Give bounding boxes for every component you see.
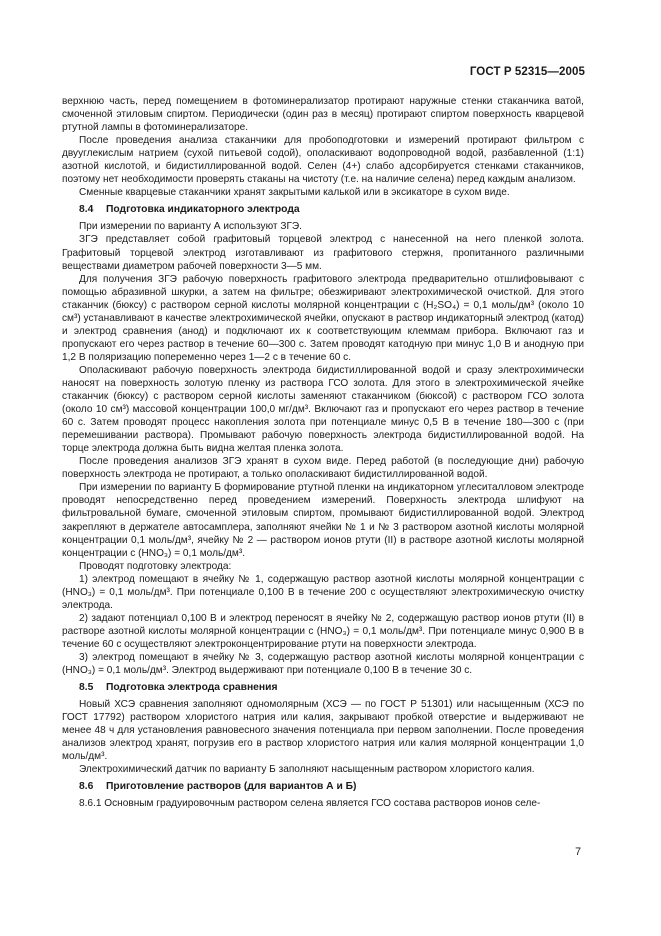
section-heading xyxy=(62,203,584,216)
section-heading xyxy=(62,780,584,793)
page-number: 7 xyxy=(575,846,581,858)
section-number: 8.4 xyxy=(79,204,94,216)
paragraph: ЗГЭ представляет собой графитовый торцевой электрод с нанесенной на него пленкой золота. Графитовый торцевой электрод изготавливают из графитового стержня, пропитанного различными веществами диаметром рабочей поверхности 3—5 мм. xyxy=(62,234,584,272)
paragraph: Новый ХСЭ сравнения заполняют одномолярным (ХСЭ — по ГОСТ Р 51301) или насыщенным (ХСЭ по ГОСТ 17792) раствором хлористого натрия или калия, закрывают пробкой отверстие и выдерживают не менее 48 ч для установления равновесного значения потенциала при первом заполнении. После проведения анализов электрод хранят, погрузив его в раствор хлористого натрия или калия молярной концентрации 1,0 моль/дм³. xyxy=(62,699,584,763)
paragraph: 8.6.1 Основным градуировочным раствором селена является ГСО состава растворов ионов селе- xyxy=(79,798,541,810)
section-title: Приготовление растворов (для вариантов А и Б) xyxy=(106,781,357,793)
section-number: 8.6 xyxy=(79,781,94,793)
paragraph: Для получения ЗГЭ рабочую поверхность графитового электрода предварительно отшлифовывают с помощью абразивной шкурки, а затем на фильтре; обезжиривают электрохимической очисткой. Для этого стаканчик (бюксу) с раствором серной кислоты молярной концентрации c (H₂SO₄) = 0,1 моль/дм³ (около 10 см³) устанавливают в качестве электрохимической ячейки, опускают в раствор индикаторный электрод (катод) и электрод сравнения (анод) и подключают их к соответствующим клеммам прибора. Включают газ и пропускают его через раствор в течение 60—300 с. Затем проводят катодную при минус 1,0 В и анодную при 1,2 В поляризацию попеременно через 1—2 с в течение 60 с. xyxy=(62,273,584,363)
paragraph: верхнюю часть, перед помещением в фотоминерализатор протирают наружные стенки стаканчика ватой, смоченной этиловым спиртом. Периодически (один раз в месяц) протирают спиртом поверхность кварцевой ртутной лампы в фотоминерализаторе. xyxy=(62,96,584,134)
document-standard-id: ГОСТ Р 52315—2005 xyxy=(469,66,585,78)
section-heading xyxy=(62,681,584,694)
section-title: Подготовка индикаторного электрода xyxy=(106,204,300,216)
paragraph: 3) электрод помещают в ячейку № 3, содержащую раствор азотной кислоты молярной концентрации c (HNO₃) = 0,1 моль/дм³. Электрод выдерживают при потенциале 0,100 В в течение 30 с. xyxy=(62,651,584,677)
paragraph: Ополаскивают рабочую поверхность электрода бидистиллированной водой и сразу электрохимически наносят на поверхность золотую пленку из раствора ГСО золота. Для этого в электрохимической ячейке стаканчик (бюксу) с раствором серной кислоты заменяют стаканчиком (бюксой) с раствором ГСО золота (около 10 см³) массовой концентрации 100,0 мг/дм³. Включают газ и пропускают его через раствор в течение 60 с. Затем проводят процесс накопления золота при потенциале минус 0,5 В в течение 180—300 с (при перемешивании раствора). Промывают рабочую поверхность электрода бидистиллированной водой. На торце электрода должна быть видна желтая пленка золота. xyxy=(62,364,584,455)
paragraph: Проводят подготовку электрода: xyxy=(79,560,232,572)
paragraph: Сменные кварцевые стаканчики хранят закрытыми калькой или в эксикаторе в сухом виде. xyxy=(79,187,510,199)
paragraph: 2) задают потенциал 0,100 В и электрод переносят в ячейку № 2, содержащую раствор ионов ртути (II) в растворе азотной кислоты молярной концентрации c (HNO₃) = 0,1 моль/дм³. При потенциале минус 0,900 В в течение 60 с осуществляют электроконцентрирование ртути на поверхности электрода. xyxy=(62,612,584,650)
paragraph: После проведения анализов ЗГЭ хранят в сухом виде. Перед работой (в последующие дни) рабочую поверхность электрода не протирают, а только ополаскивают бидистиллированной водой. xyxy=(62,456,584,481)
paragraph: При измерении по варианту Б формирование ртутной пленки на индикаторном углеситалловом электроде проводят непосредственно перед проведением измерений. Поверхность электрода шлифуют на фильтровальной бумаге, смоченной этиловым спиртом, промывают бидистиллированной водой. Электрод закрепляют в держателе автосамплера, заполняют ячейки № 1 и № 3 раствором азотной кислоты молярной концентрации 0,1 моль/дм³, ячейку № 2 — раствором ионов ртути (II) в растворе азотной кислоты молярной концентрации c (HNO₃) = 0,1 моль/дм³. xyxy=(62,482,584,559)
document-body xyxy=(62,95,584,810)
paragraph: 1) электрод помещают в ячейку № 1, содержащую раствор азотной кислоты молярной концентрации c (HNO₃) = 0,1 моль/дм³. При потенциале 0,100 В в течение 200 с осуществляют электрохимическую очистку электрода. xyxy=(62,573,584,611)
paragraph: После проведения анализа стаканчики для пробоподготовки и измерений протирают фильтром с двууглекислым натрием (сухой питьевой содой), ополаскивают водопроводной водой, разбавленной (1:1) азотной кислотой, и бидистиллированной водой. Селен (4+) слабо адсорбируется стенками стаканчиков, поэтому нет необходимости проверять стаканы на чистоту (т.е. на наличие селена) перед каждым анализом. xyxy=(62,135,584,186)
paragraph: При измерении по варианту А используют ЗГЭ. xyxy=(79,221,302,233)
paragraph: Электрохимический датчик по варианту Б заполняют насыщенным раствором хлористого калия. xyxy=(79,764,535,776)
section-title: Подготовка электрода сравнения xyxy=(106,682,278,694)
section-number: 8.5 xyxy=(79,682,94,694)
